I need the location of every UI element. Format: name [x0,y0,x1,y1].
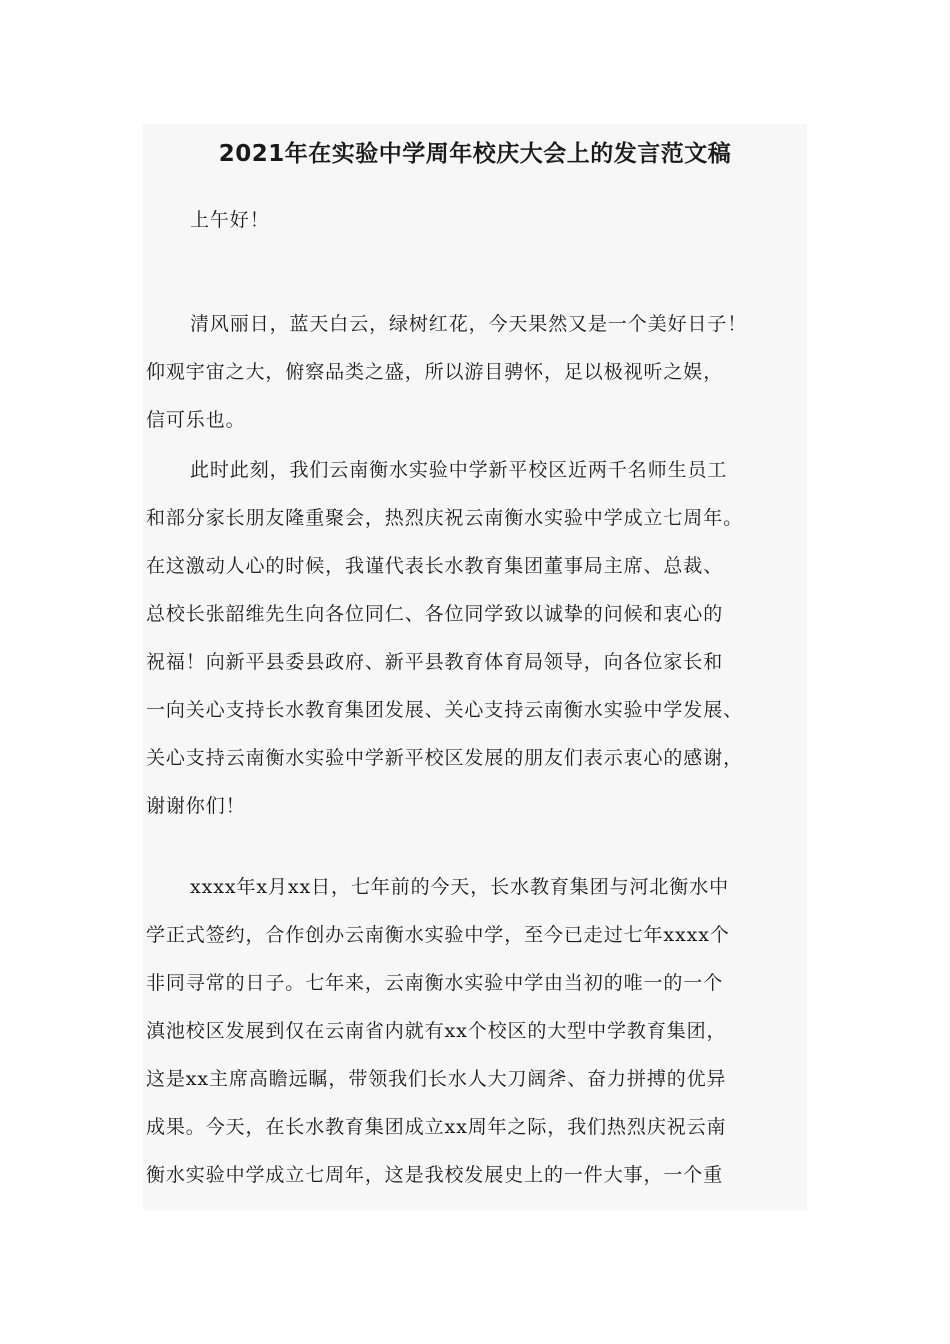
paragraph-line: 一向关心支持长水教育集团发展、关心支持云南衡水实验中学发展、 [146,699,744,721]
paragraph-line: 此时此刻，我们云南衡水实验中学新平校区近两千名师生员工 [190,459,728,481]
paragraph-line: 谢谢你们！ [146,795,246,817]
paragraph-line: 非同寻常的日子。七年来，云南衡水实验中学由当初的唯一的一个 [146,972,724,994]
paragraph-line: 总校长张韶维先生向各位同仁、各位同学致以诚挚的问候和衷心的 [146,603,724,625]
paragraph-line: 滇池校区发展到仅在云南省内就有xx个校区的大型中学教育集团， [146,1020,727,1042]
paragraph-line: 衡水实验中学成立七周年，这是我校发展史上的一件大事，一个重 [146,1164,724,1186]
paragraph-line: 祝福！向新平县委县政府、新平县教育体育局领导，向各位家长和 [146,651,724,673]
paragraph-1 [146,300,810,444]
paragraph-line: 仰观宇宙之大，俯察品类之盛，所以游目骋怀，足以极视听之娱， [146,361,724,383]
paragraph-2 [146,446,810,830]
paragraph-line: 和部分家长朋友隆重聚会，热烈庆祝云南衡水实验中学成立七周年。 [146,507,744,529]
paragraph-line: 成果。今天，在长水教育集团成立xx周年之际，我们热烈庆祝云南 [146,1116,727,1138]
paragraph-line: 清风丽日，蓝天白云，绿树红花，今天果然又是一个美好日子！ [190,313,748,335]
paragraph-3 [146,863,810,1199]
paragraph-line: 关心支持云南衡水实验中学新平校区发展的朋友们表示衷心的感谢， [146,747,744,769]
greeting-paragraph [146,196,810,244]
paragraph-line: 学正式签约，合作创办云南衡水实验中学，至今已走过七年xxxx个 [146,924,730,946]
paragraph-line: xxxx年x月xx日，七年前的今天，长水教育集团与河北衡水中 [190,876,730,898]
greeting-line: 上午好！ [190,209,270,231]
paragraph-line: 这是xx主席高瞻远瞩，带领我们长水人大刀阔斧、奋力拼搏的优异 [146,1068,727,1090]
paragraph-line: 信可乐也。 [146,409,246,431]
document-title: 2021年在实验中学周年校庆大会上的发言范文稿 [218,141,732,167]
paragraph-line: 在这激动人心的时候，我谨代表长水教育集团董事局主席、总裁、 [146,555,724,577]
